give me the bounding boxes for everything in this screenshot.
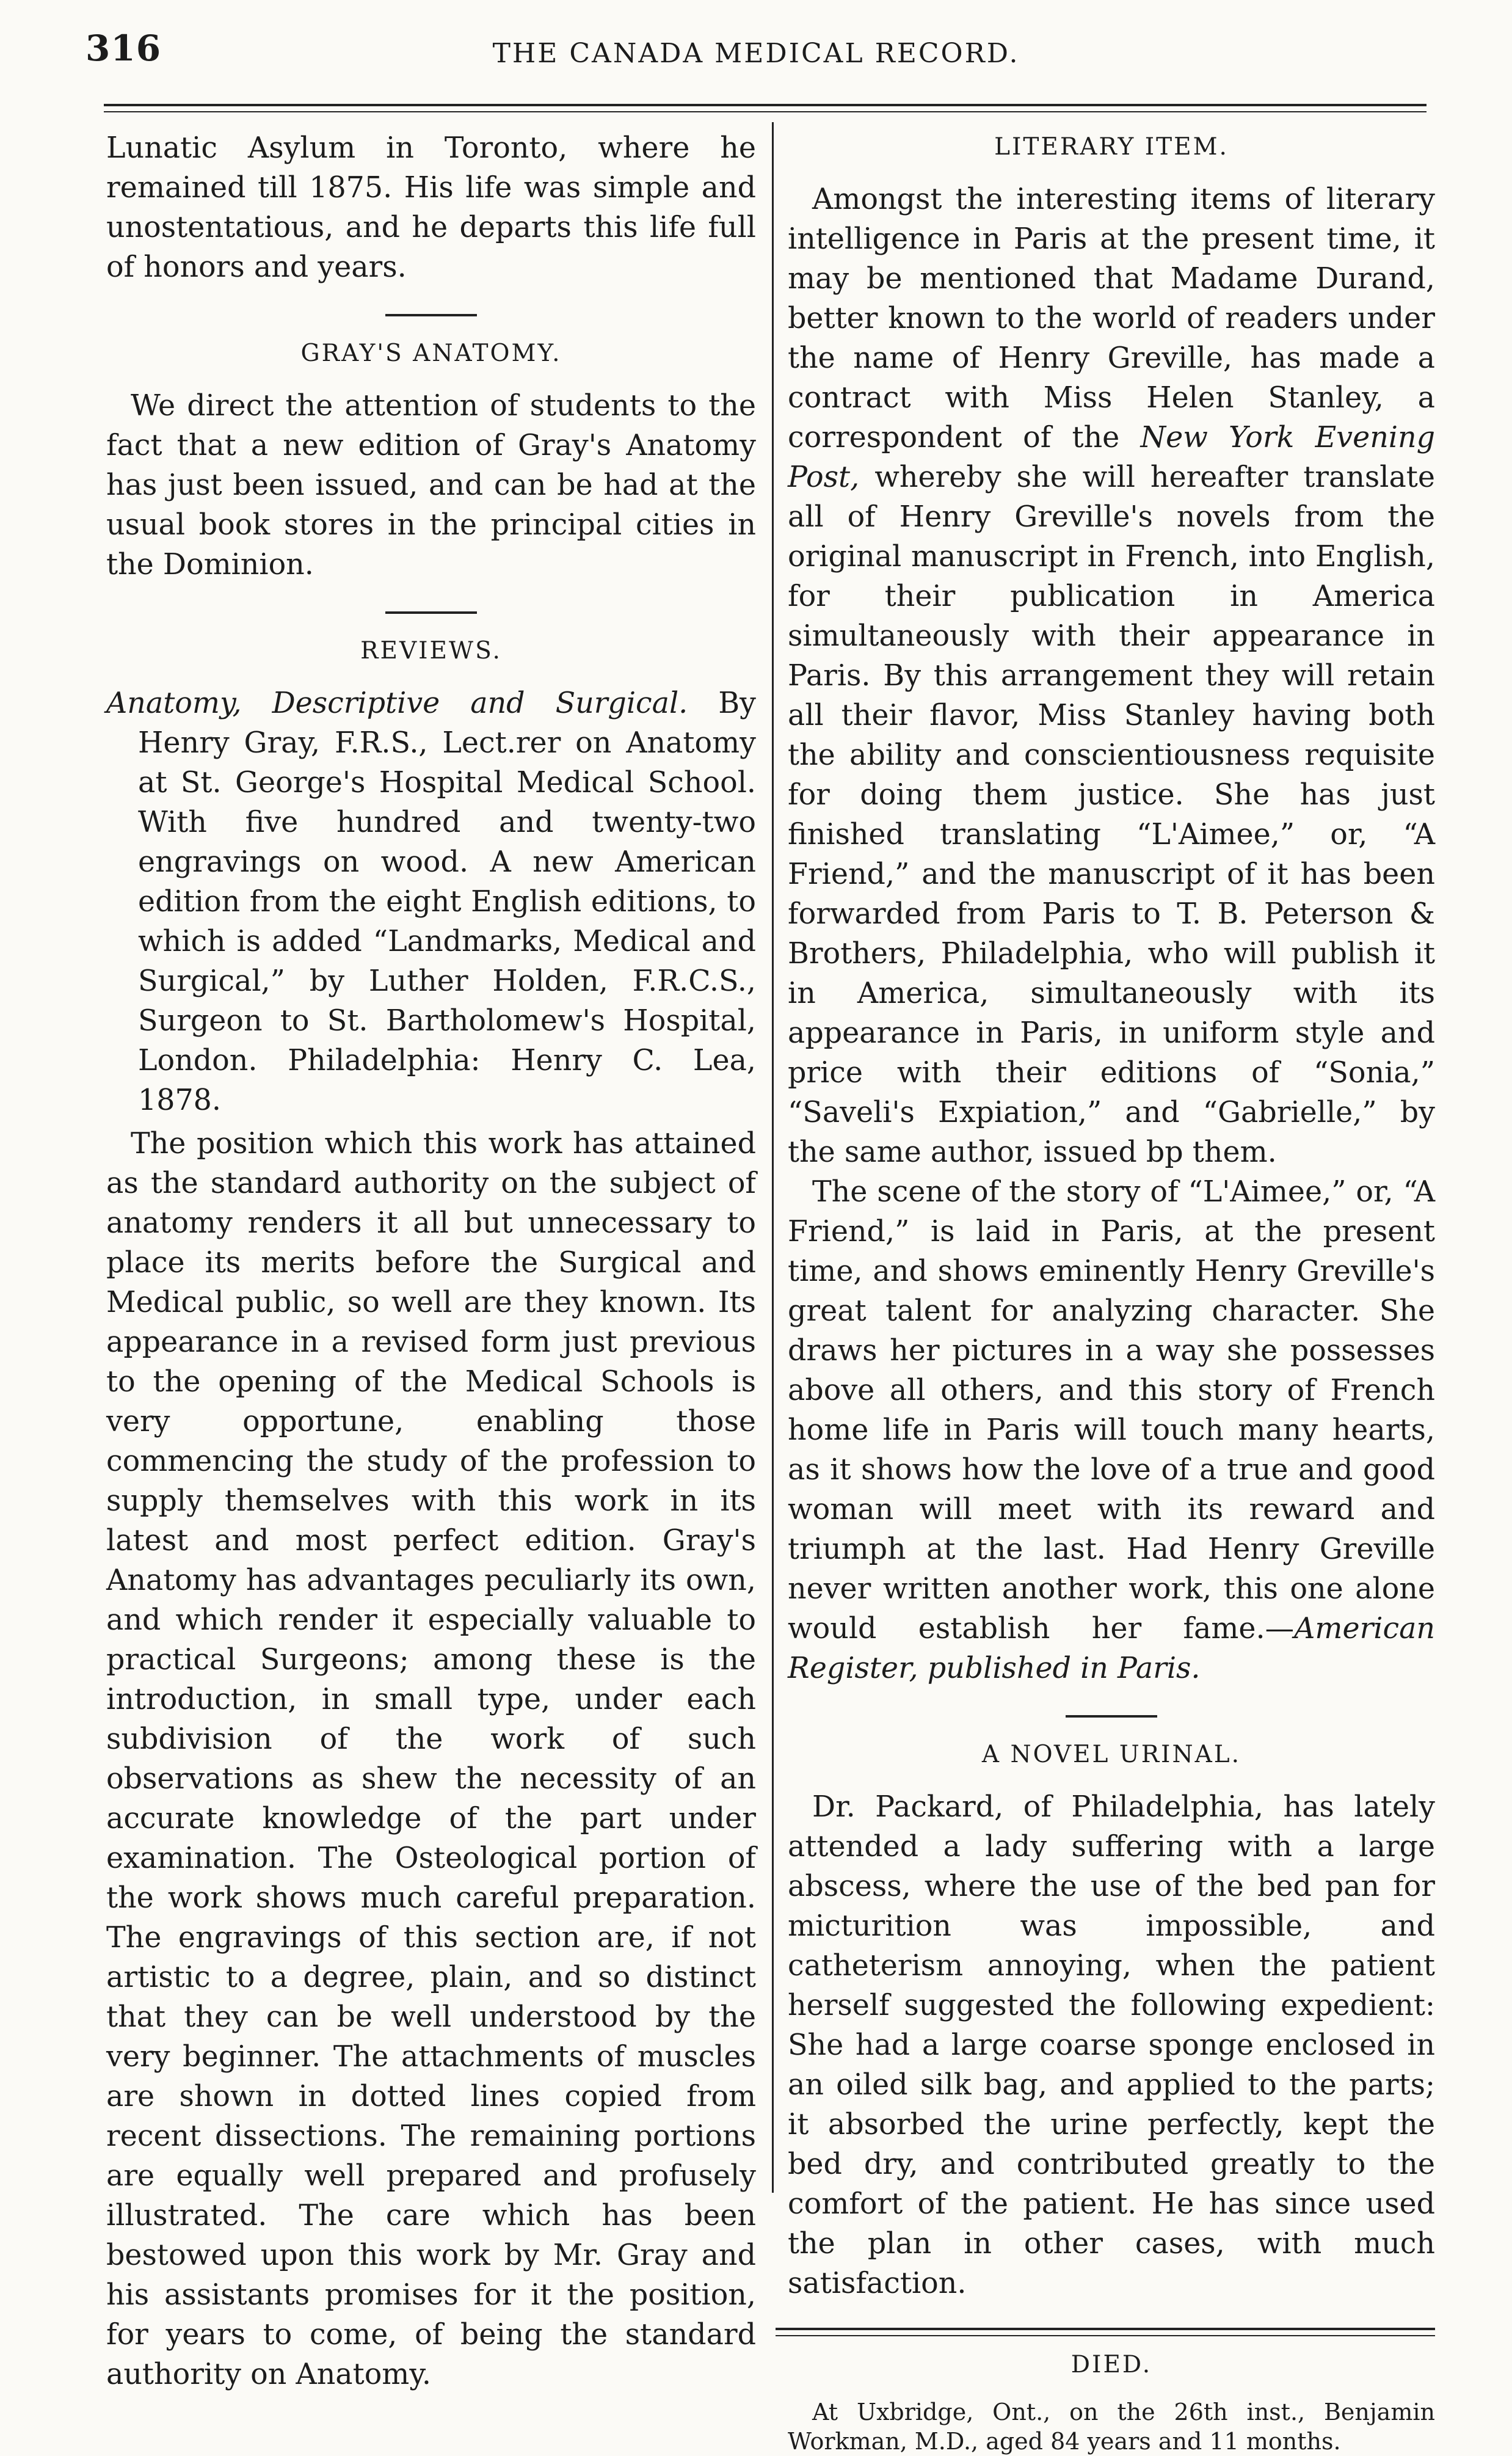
review-citation xyxy=(106,683,756,1120)
died-heading: DIED. xyxy=(1070,2351,1152,2378)
died-rule-thin xyxy=(776,2335,1435,2336)
newspaper-name: New York Evening Post, xyxy=(788,421,1435,494)
running-title: THE CANADA MEDICAL RECORD. xyxy=(492,38,1020,69)
grays-anatomy-heading: GRAY'S ANATOMY. xyxy=(300,340,562,367)
column-divider xyxy=(772,122,774,2193)
literary-text: whereby she will hereafter translate all of Henry Greville's novels from the original manuscript in French, into English, for their publication in America simultaneously with their appearance in Paris. By this arrangement they will retain all their flavor, Miss Stanley having both the ability and conscientiousness requisite for doing them justice. She has just finished translating “L'Aimee,” or, “A Friend,” and the manuscript of it has been forwarded from Paris to T. B. Peterson & Brothers, Philadelphia, who will publish it in America, simultaneously with its appearance in Paris, in uniform style and price with their editions of “Sonia,” “Saveli's Expiation,” and “Gabrielle,” by the same author, issued bp them. xyxy=(788,461,1435,1169)
source-credit: American Register, published in Paris. xyxy=(788,1612,1435,1685)
review-body: The position which this work has attained as the standard authority on the subject of anatomy renders it all but unnecessary to place its merits before the Surgical and Medical public, so well are they known. Its appearance in a revised form just previous to the opening of the Medical Schools is very opportune, enabling those commencing the study of the profession to supply themselves with this work in its latest and most perfect edition. Gray's Anatomy has advantages peculiarly its own, and which render it especially valuable to practical Surgeons; among these is the introduction, in small type, under each subdivision of the work of such observations as shew the necessity of an accurate knowledge of the part under examination. The Osteological portion of the work shows much careful preparation. The engravings of this section are, if not artistic to a degree, plain, and so distinct that they can be well understood by the very beginner. The attachments of muscles are shown in dotted lines copied from recent dissections. The remaining portions are equally well prepared and profusely illustrated. The care which has been bestowed upon this work by Mr. Gray and his assistants promises for it the position, for years to come, of being the standard authority on Anatomy. xyxy=(106,1127,756,2391)
section-rule xyxy=(1066,1715,1157,1718)
novel-urinal-heading: A NOVEL URINAL. xyxy=(981,1741,1241,1768)
review-book-title: Anatomy, Descriptive and Surgical. xyxy=(106,687,688,720)
grays-anatomy-text: We direct the attention of students to the fact that a new edition of Gray's Anatomy has just been issued, and can be had at the usual book stores in the principal cities in the Dominion. xyxy=(106,389,756,581)
right-column xyxy=(788,128,1435,2456)
header-rule-thin xyxy=(104,111,1427,112)
reviews-heading: REVIEWS. xyxy=(360,637,502,665)
left-column xyxy=(106,128,756,2394)
section-rule xyxy=(385,314,477,316)
literary-item-heading: LITERARY ITEM. xyxy=(994,133,1229,161)
died-rule xyxy=(776,2328,1435,2330)
literary-item-paragraph-2 xyxy=(788,1172,1435,1688)
review-citation-details: By Henry Gray, F.R.S., Lect.rer on Anatomy at St. George's Hospital Medical School. With five hundred and twenty-two engravings on wood. A new American edition from the eight English editions, to which is added “Landmarks, Medical and Surgical,” by Luther Holden, F.R.C.S., Surgeon to St. Bartholomew's Hospital, London. Philadelphia: Henry C. Lea, 1878. xyxy=(138,687,756,1117)
header-rule xyxy=(104,104,1427,106)
death-notice: At Uxbridge, Ont., on the 26th inst., Benjamin Workman, M.D., aged 84 years and 11 months. xyxy=(788,2399,1435,2455)
page-number: 316 xyxy=(85,27,162,69)
literary-item-paragraph-1 xyxy=(788,180,1435,1172)
section-rule xyxy=(385,611,477,614)
literary-text: The scene of the story of “L'Aimee,” or, “A Friend,” is laid in Paris, at the present time, and shows eminently Henry Greville's great talent for analyzing character. She draws her pictures in a way she possesses above all others, and this story of French home life in Paris will touch many hearts, as it shows how the love of a true and good woman will meet with its reward and triumph at the last. Had Henry Greville never written another work, this one alone would establish her fame.— xyxy=(788,1175,1435,1645)
obituary-continuation: Lunatic Asylum in Toronto, where he remained till 1875. His life was simple and unostentatious, and he departs this life full of honors and years. xyxy=(106,131,756,284)
literary-text: Amongst the interesting items of literary intelligence in Paris at the present time, it may be mentioned that Madame Durand, better known to the world of readers under the name of Henry Greville, has made a contract with Miss Helen Stanley, a correspondent of the xyxy=(788,183,1435,454)
novel-urinal-text: Dr. Packard, of Philadelphia, has lately attended a lady suffering with a large abscess, where the use of the bed pan for micturition was impossible, and catheterism annoying, when the patient herself suggested the following expedient: She had a large coarse sponge enclosed in an oiled silk bag, and applied to the parts; it absorbed the urine perfectly, kept the bed dry, and contributed greatly to the comfort of the patient. He has since used the plan in other cases, with much satisfaction. xyxy=(788,1790,1435,2300)
